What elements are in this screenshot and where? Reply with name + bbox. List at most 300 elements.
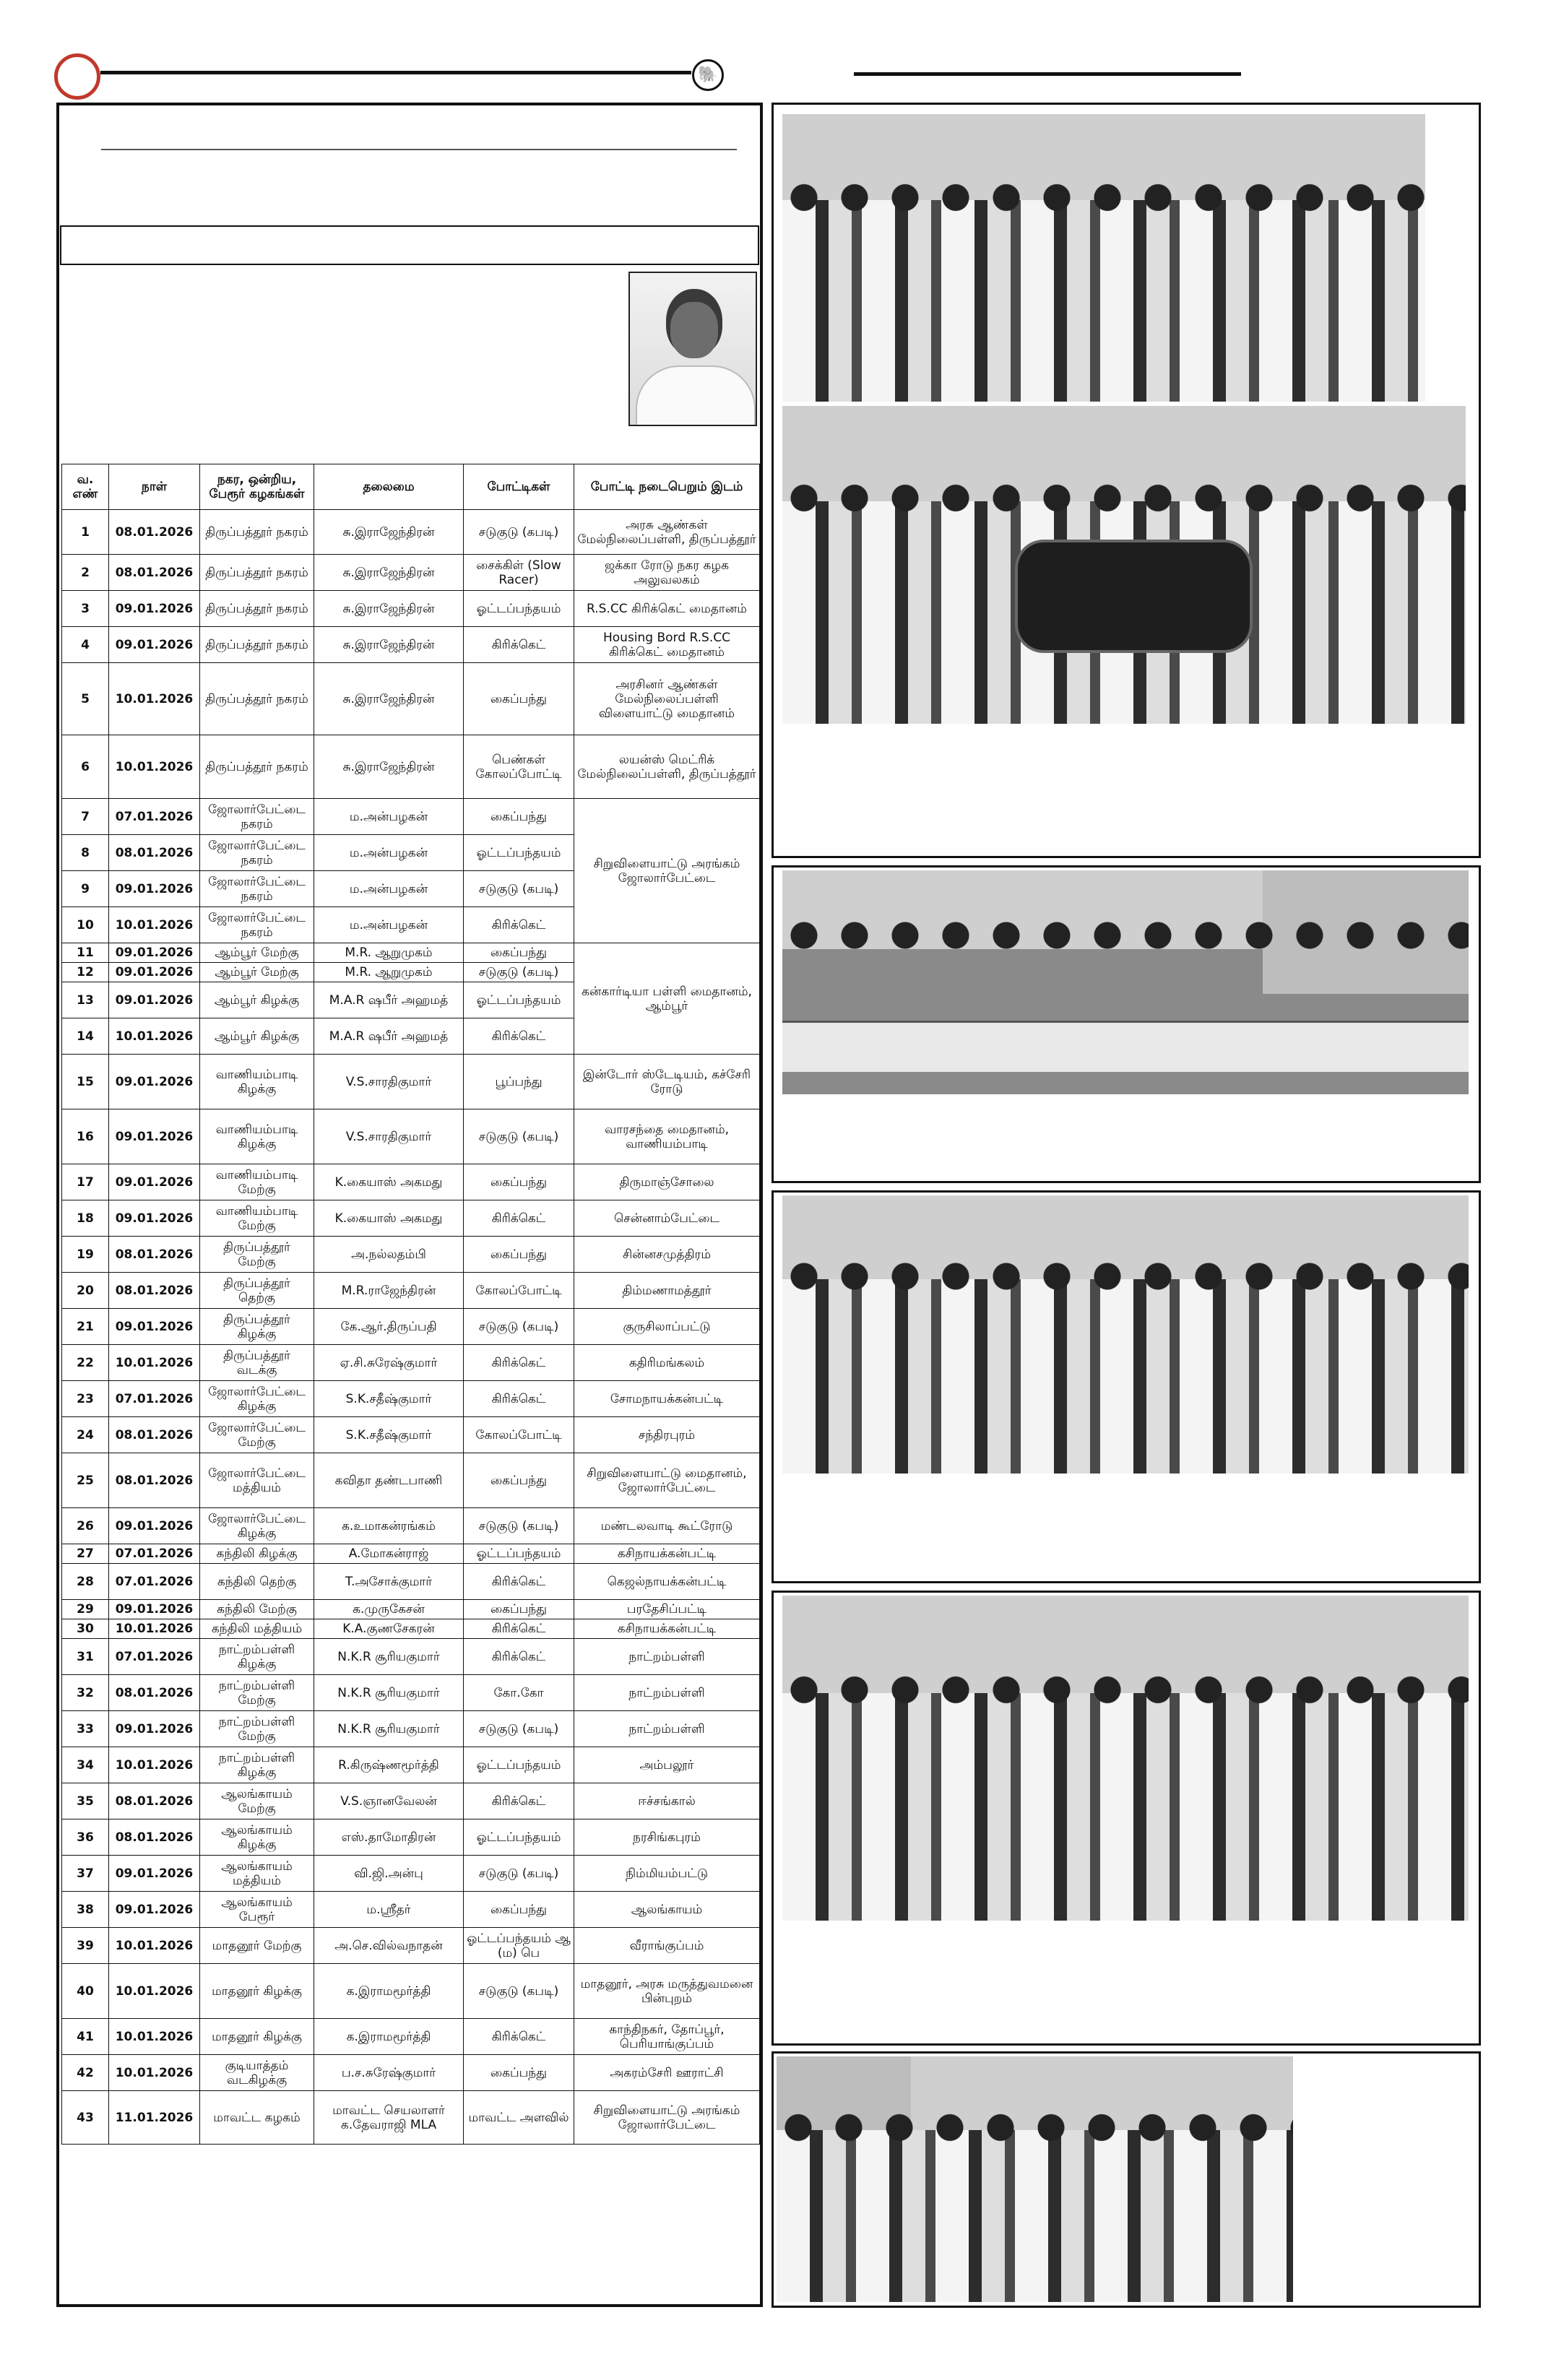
cell-serial: 15 (62, 1055, 109, 1109)
cell-sport: மாவட்ட அளவில் (464, 2091, 574, 2145)
cell-sport: சைக்கிள் (Slow Racer) (464, 555, 574, 591)
header-area: நகர, ஒன்றிய, பேரூர் கழகங்கள் (200, 464, 314, 510)
cell-serial: 39 (62, 1928, 109, 1964)
cell-venue: R.S.CC கிரிக்கெட் மைதானம் (574, 591, 760, 627)
cell-area: திருப்பத்தூர் தெற்கு (200, 1273, 314, 1309)
cell-date: 09.01.2026 (109, 1309, 200, 1345)
cell-area: திருப்பத்தூர் நகரம் (200, 591, 314, 627)
cell-sport: கோலப்போட்டி (464, 1273, 574, 1309)
cell-date: 10.01.2026 (109, 663, 200, 735)
cell-leader: சு.இராஜேந்திரன் (314, 555, 464, 591)
cell-venue: கதிரிமங்கலம் (574, 1345, 760, 1381)
cell-sport: ஓட்டப்பந்தயம் (464, 1747, 574, 1783)
cell-area: ஆலங்காயம் பேரூர் (200, 1892, 314, 1928)
cell-leader: சு.இராஜேந்திரன் (314, 627, 464, 663)
table-row (62, 735, 760, 799)
cell-leader: ம.அன்பழகன் (314, 835, 464, 871)
cell-area: கந்திலி தெற்கு (200, 1564, 314, 1600)
table-row (62, 1508, 760, 1544)
cell-sport: கிரிக்கெட் (464, 1345, 574, 1381)
cell-serial: 11 (62, 943, 109, 963)
cell-sport: சடுகுடு (கபடி) (464, 1309, 574, 1345)
cell-leader: சு.இராஜேந்திரன் (314, 591, 464, 627)
cell-sport: சடுகுடு (கபடி) (464, 1109, 574, 1164)
cell-serial: 21 (62, 1309, 109, 1345)
cell-sport: கோ.கோ (464, 1675, 574, 1711)
table-row (62, 799, 760, 835)
cell-date: 09.01.2026 (109, 1109, 200, 1164)
cell-area: நாட்றம்பள்ளி மேற்கு (200, 1675, 314, 1711)
cell-date: 10.01.2026 (109, 907, 200, 943)
cell-area: வாணியம்பாடி மேற்கு (200, 1164, 314, 1200)
cell-serial: 25 (62, 1453, 109, 1508)
table-row (62, 1309, 760, 1345)
cell-leader: M.A.R ஷபீர் அஹமத் (314, 982, 464, 1018)
cell-sport: ஓட்டப்பந்தயம் (464, 1544, 574, 1564)
cell-sport: கைப்பந்து (464, 1164, 574, 1200)
cell-leader: சு.இராஜேந்திரன் (314, 735, 464, 799)
table-row (62, 1928, 760, 1964)
header-leader: தலைமை (314, 464, 464, 510)
cell-sport: சடுகுடு (கபடி) (464, 1508, 574, 1544)
cell-area: ஆலங்காயம் கிழக்கு (200, 1819, 314, 1856)
cell-date: 08.01.2026 (109, 555, 200, 591)
cell-area: ஆம்பூர் கிழக்கு (200, 982, 314, 1018)
cell-date: 08.01.2026 (109, 1273, 200, 1309)
cell-leader: க.முருகேசன் (314, 1600, 464, 1619)
cell-area: நாட்றம்பள்ளி கிழக்கு (200, 1747, 314, 1783)
cell-serial: 13 (62, 982, 109, 1018)
cell-sport: கைப்பந்து (464, 1453, 574, 1508)
cell-date: 09.01.2026 (109, 1200, 200, 1237)
table-row (62, 1619, 760, 1639)
photo-sports-kit-distribution-1 (782, 114, 1425, 402)
cell-serial: 29 (62, 1600, 109, 1619)
cell-leader: மாவட்ட செயலாளர் க.தேவராஜி MLA (314, 2091, 464, 2145)
cell-area: மாதனூர் கிழக்கு (200, 1964, 314, 2019)
table-row (62, 1453, 760, 1508)
cell-serial: 41 (62, 2019, 109, 2055)
cell-venue: சின்னசமுத்திரம் (574, 1237, 760, 1273)
competition-schedule-table (61, 464, 760, 2145)
cell-leader: S.K.சதீஷ்குமார் (314, 1417, 464, 1453)
cell-venue: ஈச்சங்கால் (574, 1783, 760, 1819)
table-row (62, 1345, 760, 1381)
cell-venue: சோமநாயக்கன்பட்டி (574, 1381, 760, 1417)
cell-date: 10.01.2026 (109, 1619, 200, 1639)
table-row (62, 627, 760, 663)
cell-serial: 43 (62, 2091, 109, 2145)
cell-venue: அரசு ஆண்கள் மேல்நிலைப்பள்ளி, திருப்பத்தூர் (574, 510, 760, 555)
table-header-row (62, 464, 760, 510)
table-row (62, 943, 760, 963)
cell-leader: கே.ஆர்.திருப்பதி (314, 1309, 464, 1345)
cell-sport: கைப்பந்து (464, 2055, 574, 2091)
cell-leader: வி.ஜி.அன்பு (314, 1856, 464, 1892)
cell-date: 09.01.2026 (109, 963, 200, 982)
cell-venue: சிறுவிளையாட்டு அரங்கம் ஜோலார்பேட்டை (574, 2091, 760, 2145)
cell-venue: வாரசந்தை மைதானம், வாணியம்பாடி (574, 1109, 760, 1164)
cell-serial: 12 (62, 963, 109, 982)
cell-sport: கோலப்போட்டி (464, 1417, 574, 1453)
cell-date: 11.01.2026 (109, 2091, 200, 2145)
cell-date: 09.01.2026 (109, 982, 200, 1018)
cell-sport: ஓட்டப்பந்தயம் (464, 1819, 574, 1856)
cell-date: 10.01.2026 (109, 735, 200, 799)
table-row (62, 555, 760, 591)
cell-serial: 24 (62, 1417, 109, 1453)
table-row (62, 2091, 760, 2145)
cell-sport: கைப்பந்து (464, 1237, 574, 1273)
cell-date: 09.01.2026 (109, 627, 200, 663)
cell-sport: கிரிக்கெட் (464, 1381, 574, 1417)
cell-serial: 4 (62, 627, 109, 663)
cell-date: 09.01.2026 (109, 1711, 200, 1747)
cell-venue-merged: கன்கார்டியா பள்ளி மைதானம், ஆம்பூர் (574, 943, 760, 1055)
cell-leader: சு.இராஜேந்திரன் (314, 510, 464, 555)
cell-leader: V.S.சாரதிகுமார் (314, 1109, 464, 1164)
cell-area: வாணியம்பாடி கிழக்கு (200, 1109, 314, 1164)
cell-leader: N.K.R சூரியகுமார் (314, 1711, 464, 1747)
cell-sport: கிரிக்கெட் (464, 1200, 574, 1237)
cell-venue: மண்டலவாடி கூட்ரோடு (574, 1508, 760, 1544)
cell-serial: 37 (62, 1856, 109, 1892)
cell-date: 09.01.2026 (109, 1856, 200, 1892)
table-row (62, 510, 760, 555)
cell-serial: 26 (62, 1508, 109, 1544)
cell-venue: மாதனூர், அரசு மருத்துவமனை பின்புறம் (574, 1964, 760, 2019)
cell-sport: கிரிக்கெட் (464, 907, 574, 943)
cell-date: 08.01.2026 (109, 1675, 200, 1711)
cell-area: கந்திலி மத்தியம் (200, 1619, 314, 1639)
cell-serial: 7 (62, 799, 109, 835)
elephant-emblem-icon: 🐘 (692, 59, 724, 91)
cell-leader: ப.ச.சுரேஷ்குமார் (314, 2055, 464, 2091)
cell-area: ஜோலார்பேட்டை மத்தியம் (200, 1453, 314, 1508)
cell-sport: சடுகுடு (கபடி) (464, 1856, 574, 1892)
table-row (62, 1164, 760, 1200)
cell-date: 07.01.2026 (109, 1564, 200, 1600)
cell-leader: அ.நல்லதம்பி (314, 1237, 464, 1273)
header-venue: போட்டி நடைபெறும் இடம் (574, 464, 760, 510)
cell-venue: அரசினர் ஆண்கள் மேல்நிலைப்பள்ளி விளையாட்டு மைதானம் (574, 663, 760, 735)
cell-date: 07.01.2026 (109, 1544, 200, 1564)
cell-serial: 1 (62, 510, 109, 555)
cell-venue: கெஜல்நாயக்கன்பட்டி (574, 1564, 760, 1600)
cell-date: 08.01.2026 (109, 1453, 200, 1508)
table-row (62, 1564, 760, 1600)
cell-venue: ஜக்கா ரோடு நகர கழக அலுவலகம் (574, 555, 760, 591)
cell-date: 09.01.2026 (109, 1508, 200, 1544)
cell-venue: காந்திநகர், தோப்பூர், பெரியாங்குப்பம் (574, 2019, 760, 2055)
subheading-box (60, 225, 759, 265)
table-row (62, 1273, 760, 1309)
cell-sport: கிரிக்கெட் (464, 1639, 574, 1675)
cell-venue: சந்திரபுரம் (574, 1417, 760, 1453)
table-row (62, 663, 760, 735)
table-row (62, 1237, 760, 1273)
cell-serial: 30 (62, 1619, 109, 1639)
cell-sport: சடுகுடு (கபடி) (464, 1964, 574, 2019)
cell-area: மாவட்ட கழகம் (200, 2091, 314, 2145)
cell-venue: கசிநாயக்கன்பட்டி (574, 1544, 760, 1564)
masthead-rule-left (100, 71, 691, 74)
header-serial: வ. எண் (62, 464, 109, 510)
cell-sport: ஓட்டப்பந்தயம் (464, 835, 574, 871)
table-row (62, 1381, 760, 1417)
table-row (62, 1639, 760, 1675)
table-row (62, 1819, 760, 1856)
cell-leader: S.K.சதீஷ்குமார் (314, 1381, 464, 1417)
cell-sport: கைப்பந்து (464, 1892, 574, 1928)
cell-sport: கைப்பந்து (464, 943, 574, 963)
cell-date: 09.01.2026 (109, 1164, 200, 1200)
cell-leader: சு.இராஜேந்திரன் (314, 663, 464, 735)
photo-kit-presentation (777, 2056, 1293, 2302)
headline-rule (101, 149, 737, 150)
cell-date: 10.01.2026 (109, 1345, 200, 1381)
cell-serial: 34 (62, 1747, 109, 1783)
cell-venue: திம்மணாமத்தூர் (574, 1273, 760, 1309)
cell-area: ஜோலார்பேட்டை நகரம் (200, 835, 314, 871)
cell-leader: N.K.R சூரியகுமார் (314, 1639, 464, 1675)
cell-date: 10.01.2026 (109, 2055, 200, 2091)
cell-serial: 19 (62, 1237, 109, 1273)
cell-serial: 36 (62, 1819, 109, 1856)
cell-serial: 3 (62, 591, 109, 627)
cell-serial: 32 (62, 1675, 109, 1711)
cell-sport: ஓட்டப்பந்தயம் ஆ (ம) பெ (464, 1928, 574, 1964)
cell-serial: 9 (62, 871, 109, 907)
cell-leader: N.K.R சூரியகுமார் (314, 1675, 464, 1711)
table-row (62, 1600, 760, 1619)
cell-serial: 38 (62, 1892, 109, 1928)
cell-area: கந்திலி கிழக்கு (200, 1544, 314, 1564)
photo-ground-inspection (782, 1195, 1469, 1474)
cell-venue: நிம்மியம்பட்டு (574, 1856, 760, 1892)
cell-sport: கிரிக்கெட் (464, 1018, 574, 1055)
cell-date: 09.01.2026 (109, 871, 200, 907)
cell-venue: நரசிங்கபுரம் (574, 1819, 760, 1856)
cell-leader: ஏ.சி.சுரேஷ்குமார் (314, 1345, 464, 1381)
table-row (62, 2019, 760, 2055)
cell-leader: ம.அன்பழகன் (314, 799, 464, 835)
cell-serial: 28 (62, 1564, 109, 1600)
cell-serial: 33 (62, 1711, 109, 1747)
cell-leader: T.அசோக்குமார் (314, 1564, 464, 1600)
masthead-logo-circle (54, 53, 100, 100)
cell-area: குடியாத்தம் வடகிழக்கு (200, 2055, 314, 2091)
cell-venue: நாட்றம்பள்ளி (574, 1639, 760, 1675)
cell-serial: 10 (62, 907, 109, 943)
cell-venue: குருசிலாப்பட்டு (574, 1309, 760, 1345)
photo-youth-group (782, 1596, 1469, 1921)
table-row (62, 1747, 760, 1783)
cell-sport: கைப்பந்து (464, 1600, 574, 1619)
cell-leader: கவிதா தண்டபாணி (314, 1453, 464, 1508)
cell-leader: M.R. ஆறுமுகம் (314, 963, 464, 982)
cell-sport: ஓட்டப்பந்தயம் (464, 591, 574, 627)
cell-serial: 18 (62, 1200, 109, 1237)
cell-leader: அ.செ.வில்வநாதன் (314, 1928, 464, 1964)
cell-area: ஜோலார்பேட்டை கிழக்கு (200, 1381, 314, 1417)
cell-area: ஆம்பூர் கிழக்கு (200, 1018, 314, 1055)
cell-leader: V.S.சாரதிகுமார் (314, 1055, 464, 1109)
cell-sport: பூப்பந்து (464, 1055, 574, 1109)
cell-date: 09.01.2026 (109, 943, 200, 963)
cell-sport: சடுகுடு (கபடி) (464, 963, 574, 982)
cell-venue: சிறுவிளையாட்டு மைதானம், ஜோலார்பேட்டை (574, 1453, 760, 1508)
cell-area: ஜோலார்பேட்டை நகரம் (200, 871, 314, 907)
cell-venue: சென்னாம்பேட்டை (574, 1200, 760, 1237)
cell-leader: M.R. ஆறுமுகம் (314, 943, 464, 963)
cell-date: 10.01.2026 (109, 1747, 200, 1783)
table-row (62, 1892, 760, 1928)
cell-serial: 2 (62, 555, 109, 591)
cell-leader: எஸ்.தாமோதிரன் (314, 1819, 464, 1856)
cell-sport: கிரிக்கெட் (464, 627, 574, 663)
cell-date: 07.01.2026 (109, 1381, 200, 1417)
masthead-rule-right (854, 72, 1241, 76)
cell-sport: பெண்கள் கோலப்போட்டி (464, 735, 574, 799)
cell-sport: கிரிக்கெட் (464, 1619, 574, 1639)
cell-serial: 23 (62, 1381, 109, 1417)
cell-leader: A.மோகன்ராஜ் (314, 1544, 464, 1564)
cell-sport: கைப்பந்து (464, 663, 574, 735)
cell-venue: நாட்றம்பள்ளி (574, 1675, 760, 1711)
header-date: நாள் (109, 464, 200, 510)
table-row (62, 1417, 760, 1453)
cell-area: வாணியம்பாடி கிழக்கு (200, 1055, 314, 1109)
cell-date: 07.01.2026 (109, 799, 200, 835)
cell-serial: 8 (62, 835, 109, 871)
cell-area: ஆலங்காயம் மேற்கு (200, 1783, 314, 1819)
table-row (62, 1055, 760, 1109)
table-row (62, 1856, 760, 1892)
table-row (62, 591, 760, 627)
header-sport: போட்டிகள் (464, 464, 574, 510)
cell-area: ஜோலார்பேட்டை நகரம் (200, 799, 314, 835)
cell-leader: V.S.ஞானவேலன் (314, 1783, 464, 1819)
cell-area: கந்திலி மேற்கு (200, 1600, 314, 1619)
cell-leader: M.A.R ஷபீர் அஹமத் (314, 1018, 464, 1055)
cell-venue: ஆலங்காயம் (574, 1892, 760, 1928)
cell-date: 10.01.2026 (109, 1964, 200, 2019)
cell-area: ஜோலார்பேட்டை நகரம் (200, 907, 314, 943)
cell-date: 08.01.2026 (109, 1417, 200, 1453)
cell-date: 08.01.2026 (109, 1819, 200, 1856)
cell-serial: 31 (62, 1639, 109, 1675)
table-row (62, 1711, 760, 1747)
table-row (62, 2055, 760, 2091)
cell-area: திருப்பத்தூர் நகரம் (200, 735, 314, 799)
cell-date: 08.01.2026 (109, 1783, 200, 1819)
cell-area: திருப்பத்தூர் நகரம் (200, 555, 314, 591)
cell-serial: 6 (62, 735, 109, 799)
cell-date: 08.01.2026 (109, 1237, 200, 1273)
cell-area: மாதனூர் மேற்கு (200, 1928, 314, 1964)
cell-serial: 5 (62, 663, 109, 735)
cell-venue-merged: சிறுவிளையாட்டு அரங்கம் ஜோலார்பேட்டை (574, 799, 760, 943)
cell-venue: கசிநாயக்கன்பட்டி (574, 1619, 760, 1639)
cell-area: மாதனூர் கிழக்கு (200, 2019, 314, 2055)
cell-date: 07.01.2026 (109, 1639, 200, 1675)
leader-portrait (628, 272, 757, 426)
cell-area: திருப்பத்தூர் நகரம் (200, 627, 314, 663)
cell-area: நாட்றம்பள்ளி மேற்கு (200, 1711, 314, 1747)
cell-date: 10.01.2026 (109, 1018, 200, 1055)
cell-venue: Housing Bord R.S.CC கிரிக்கெட் மைதானம் (574, 627, 760, 663)
cell-serial: 22 (62, 1345, 109, 1381)
cell-sport: சடுகுடு (கபடி) (464, 510, 574, 555)
cell-leader: R.கிருஷ்ணமூர்த்தி (314, 1747, 464, 1783)
table-row (62, 1200, 760, 1237)
cell-leader: க.இராமமூர்த்தி (314, 2019, 464, 2055)
cell-area: திருப்பத்தூர் கிழக்கு (200, 1309, 314, 1345)
cell-sport: கிரிக்கெட் (464, 1783, 574, 1819)
cell-serial: 42 (62, 2055, 109, 2091)
cell-date: 10.01.2026 (109, 1928, 200, 1964)
cell-area: ஆம்பூர் மேற்கு (200, 963, 314, 982)
cell-leader: K.A.குணசேகரன் (314, 1619, 464, 1639)
table-row (62, 1675, 760, 1711)
cell-date: 08.01.2026 (109, 510, 200, 555)
cell-venue: திருமாஞ்சோலை (574, 1164, 760, 1200)
cell-venue: அகரம்சேரி ஊராட்சி (574, 2055, 760, 2091)
cell-serial: 40 (62, 1964, 109, 2019)
cell-serial: 27 (62, 1544, 109, 1564)
cell-date: 09.01.2026 (109, 1892, 200, 1928)
cell-serial: 20 (62, 1273, 109, 1309)
cell-sport: கிரிக்கெட் (464, 1564, 574, 1600)
cell-area: ஜோலார்பேட்டை மேற்கு (200, 1417, 314, 1453)
cell-area: திருப்பத்தூர் மேற்கு (200, 1237, 314, 1273)
cell-date: 09.01.2026 (109, 1600, 200, 1619)
cell-sport: கைப்பந்து (464, 799, 574, 835)
cell-leader: ம.அன்பழகன் (314, 871, 464, 907)
cell-leader: ம.ஸ்ரீதர் (314, 1892, 464, 1928)
table-row (62, 1544, 760, 1564)
cell-leader: M.R.ராஜேந்திரன் (314, 1273, 464, 1309)
cell-area: ஆலங்காயம் மத்தியம் (200, 1856, 314, 1892)
cell-date: 09.01.2026 (109, 591, 200, 627)
cell-sport: ஓட்டப்பந்தயம் (464, 982, 574, 1018)
cell-date: 08.01.2026 (109, 835, 200, 871)
cell-serial: 16 (62, 1109, 109, 1164)
cell-area: திருப்பத்தூர் வடக்கு (200, 1345, 314, 1381)
cell-area: திருப்பத்தூர் நகரம் (200, 663, 314, 735)
cell-area: வாணியம்பாடி மேற்கு (200, 1200, 314, 1237)
photo-meeting-stage (782, 870, 1469, 1094)
cell-venue: நாட்றம்பள்ளி (574, 1711, 760, 1747)
cell-leader: K.கையாஸ் அகமது (314, 1200, 464, 1237)
cell-venue: இன்டோர் ஸ்டேடியம், கச்சேரி ரோடு (574, 1055, 760, 1109)
cell-leader: K.கையாஸ் அகமது (314, 1164, 464, 1200)
cell-leader: க.இராமமூர்த்தி (314, 1964, 464, 2019)
photo-sports-bag-handover (782, 406, 1466, 724)
cell-sport: சடுகுடு (கபடி) (464, 1711, 574, 1747)
table-row (62, 1109, 760, 1164)
cell-sport: கிரிக்கெட் (464, 2019, 574, 2055)
cell-leader: க.உமாகன்ரங்கம் (314, 1508, 464, 1544)
cell-date: 09.01.2026 (109, 1055, 200, 1109)
cell-venue: பரதேசிப்பட்டி (574, 1600, 760, 1619)
cell-sport: சடுகுடு (கபடி) (464, 871, 574, 907)
cell-leader: ம.அன்பழகன் (314, 907, 464, 943)
cell-serial: 17 (62, 1164, 109, 1200)
cell-venue: லயன்ஸ் மெட்ரிக் மேல்நிலைப்பள்ளி, திருப்பத்தூர் (574, 735, 760, 799)
cell-serial: 14 (62, 1018, 109, 1055)
